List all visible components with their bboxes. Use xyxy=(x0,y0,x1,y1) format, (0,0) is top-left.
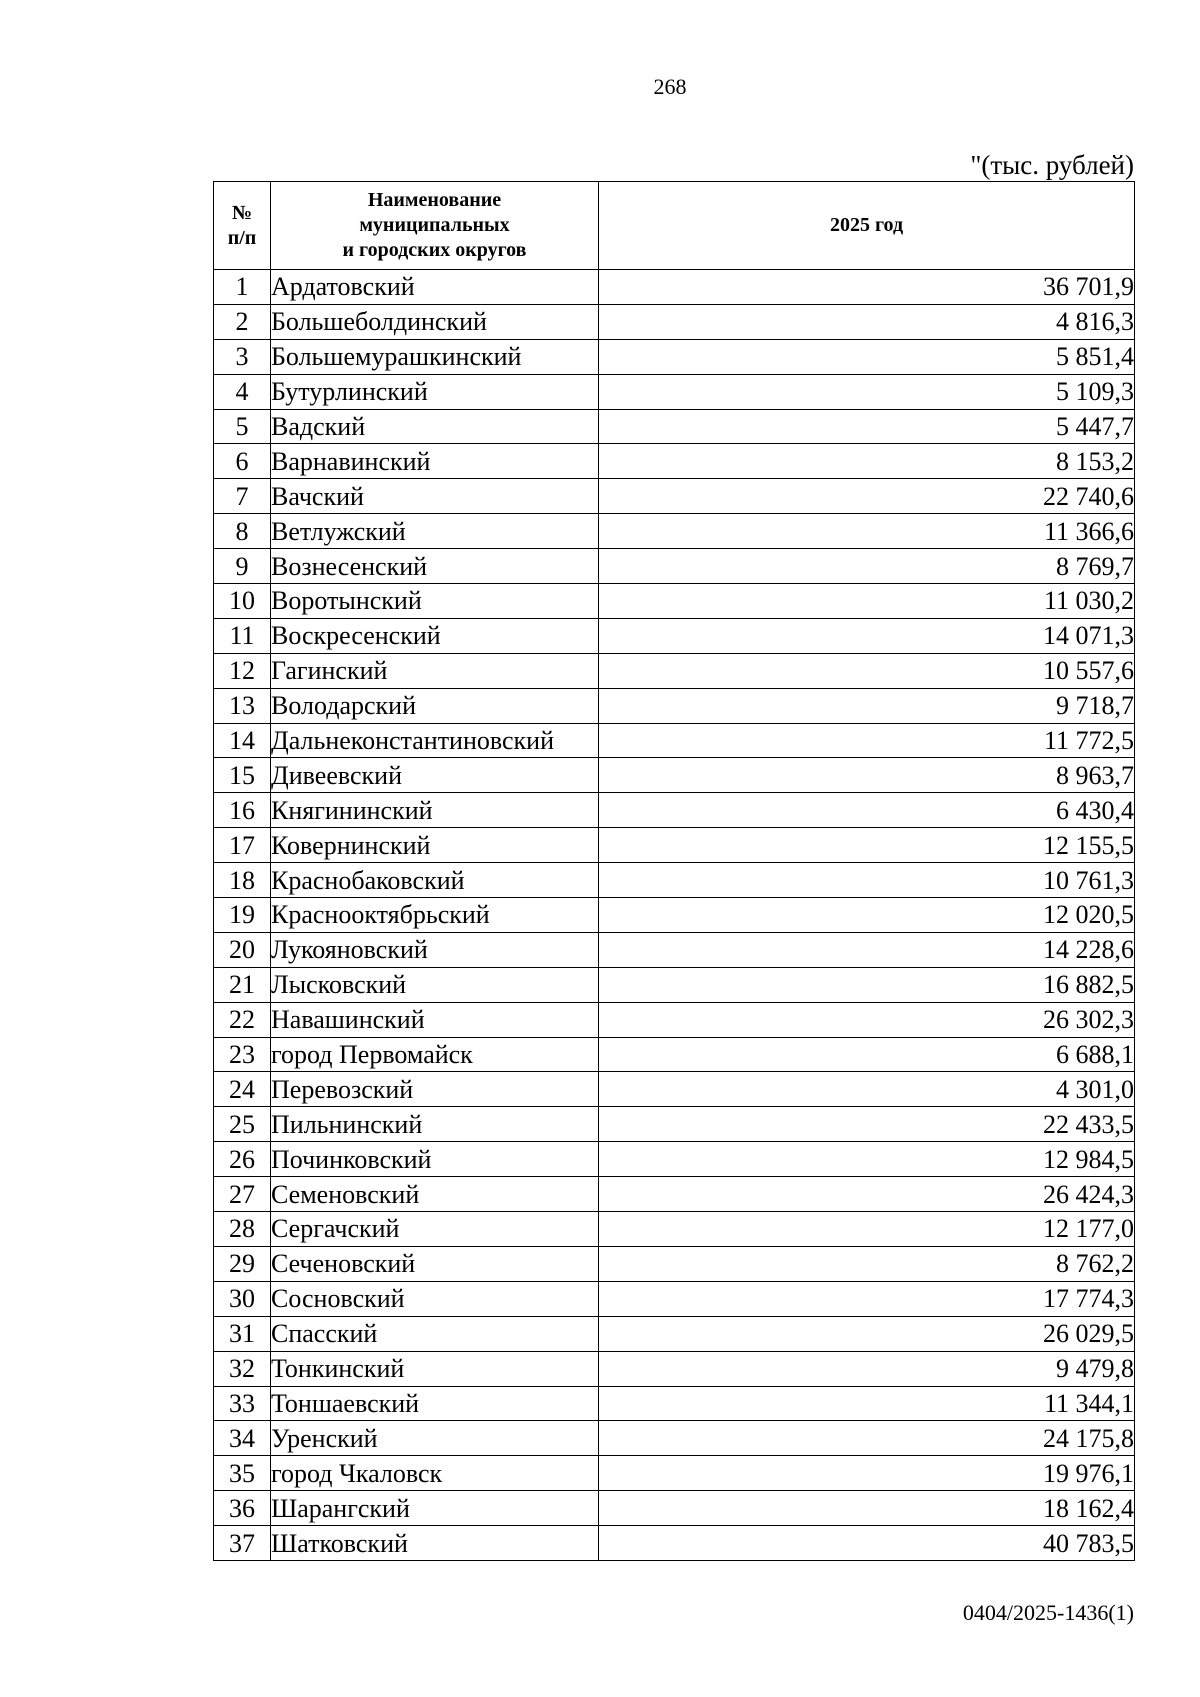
row-value: 17 774,3 xyxy=(599,1281,1135,1316)
table-row xyxy=(214,270,1135,305)
row-value: 40 783,5 xyxy=(599,1526,1135,1561)
row-name: город Чкаловск xyxy=(271,1456,599,1491)
row-number: 35 xyxy=(214,1456,271,1491)
table-row xyxy=(214,444,1135,479)
row-value: 11 344,1 xyxy=(599,1386,1135,1421)
table-row xyxy=(214,758,1135,793)
row-name: Воскресенский xyxy=(271,618,599,653)
row-number: 26 xyxy=(214,1142,271,1177)
table-row xyxy=(214,1386,1135,1421)
row-number: 28 xyxy=(214,1212,271,1247)
table-row xyxy=(214,339,1135,374)
table-row xyxy=(214,1316,1135,1351)
table-row xyxy=(214,1421,1135,1456)
row-value: 11 772,5 xyxy=(599,723,1135,758)
row-number: 16 xyxy=(214,793,271,828)
row-number: 29 xyxy=(214,1246,271,1281)
table-row xyxy=(214,549,1135,584)
row-name: Большемурашкинский xyxy=(271,339,599,374)
row-name: город Первомайск xyxy=(271,1037,599,1072)
row-value: 10 557,6 xyxy=(599,653,1135,688)
row-value: 6 430,4 xyxy=(599,793,1135,828)
row-name: Дивеевский xyxy=(271,758,599,793)
row-number: 10 xyxy=(214,584,271,619)
row-value: 11 030,2 xyxy=(599,584,1135,619)
row-number: 15 xyxy=(214,758,271,793)
row-name: Лукояновский xyxy=(271,932,599,967)
table-header-row xyxy=(214,182,1135,270)
row-value: 14 071,3 xyxy=(599,618,1135,653)
row-number: 13 xyxy=(214,688,271,723)
header-name-line: и городских округов xyxy=(342,239,527,261)
row-value: 26 302,3 xyxy=(599,1002,1135,1037)
row-name: Ардатовский xyxy=(271,270,599,305)
table-row xyxy=(214,1177,1135,1212)
row-name: Тонкинский xyxy=(271,1351,599,1386)
row-number: 7 xyxy=(214,479,271,514)
row-value: 18 162,4 xyxy=(599,1491,1135,1526)
row-number: 18 xyxy=(214,863,271,898)
row-number: 36 xyxy=(214,1491,271,1526)
row-number: 6 xyxy=(214,444,271,479)
table-row xyxy=(214,1002,1135,1037)
table-row xyxy=(214,1491,1135,1526)
row-number: 19 xyxy=(214,898,271,933)
table-row xyxy=(214,584,1135,619)
row-name: Краснобаковский xyxy=(271,863,599,898)
row-name: Перевозский xyxy=(271,1072,599,1107)
table-row xyxy=(214,1072,1135,1107)
row-number: 5 xyxy=(214,409,271,444)
table-row xyxy=(214,793,1135,828)
table-row xyxy=(214,1281,1135,1316)
table-row xyxy=(214,409,1135,444)
header-year: 2025 год xyxy=(599,182,1135,270)
row-name: Варнавинский xyxy=(271,444,599,479)
row-value: 14 228,6 xyxy=(599,932,1135,967)
row-number: 3 xyxy=(214,339,271,374)
row-name: Лысковский xyxy=(271,967,599,1002)
row-value: 12 984,5 xyxy=(599,1142,1135,1177)
row-value: 11 366,6 xyxy=(599,514,1135,549)
row-value: 26 424,3 xyxy=(599,1177,1135,1212)
row-name: Княгининский xyxy=(271,793,599,828)
row-name: Тоншаевский xyxy=(271,1386,599,1421)
row-name: Шарангский xyxy=(271,1491,599,1526)
table-row xyxy=(214,479,1135,514)
document-code: 0404/2025-1436(1) xyxy=(962,1600,1134,1625)
row-name: Сосновский xyxy=(271,1281,599,1316)
row-number: 21 xyxy=(214,967,271,1002)
table-row xyxy=(214,1107,1135,1142)
row-name: Вадский xyxy=(271,409,599,444)
budget-table xyxy=(213,181,1135,1561)
row-name: Шатковский xyxy=(271,1526,599,1561)
table-row xyxy=(214,967,1135,1002)
row-number: 32 xyxy=(214,1351,271,1386)
table-row xyxy=(214,723,1135,758)
row-name: Починковский xyxy=(271,1142,599,1177)
row-value: 5 109,3 xyxy=(599,374,1135,409)
row-number: 30 xyxy=(214,1281,271,1316)
header-name xyxy=(271,182,599,270)
row-name: Сеченовский xyxy=(271,1246,599,1281)
row-name: Володарский xyxy=(271,688,599,723)
row-number: 2 xyxy=(214,304,271,339)
row-value: 36 701,9 xyxy=(599,270,1135,305)
row-value: 8 762,2 xyxy=(599,1246,1135,1281)
row-number: 8 xyxy=(214,514,271,549)
table-row xyxy=(214,898,1135,933)
row-value: 24 175,8 xyxy=(599,1421,1135,1456)
row-value: 5 447,7 xyxy=(599,409,1135,444)
row-name: Сергачский xyxy=(271,1212,599,1247)
row-name: Гагинский xyxy=(271,653,599,688)
row-number: 31 xyxy=(214,1316,271,1351)
row-value: 16 882,5 xyxy=(599,967,1135,1002)
row-name: Вознесенский xyxy=(271,549,599,584)
row-number: 24 xyxy=(214,1072,271,1107)
table-row xyxy=(214,374,1135,409)
header-number-line: № xyxy=(231,201,253,224)
row-value: 10 761,3 xyxy=(599,863,1135,898)
row-name: Бутурлинский xyxy=(271,374,599,409)
row-number: 11 xyxy=(214,618,271,653)
table-row xyxy=(214,514,1135,549)
row-number: 9 xyxy=(214,549,271,584)
row-name: Воротынский xyxy=(271,584,599,619)
table-row xyxy=(214,653,1135,688)
header-name-line: муниципальных xyxy=(359,214,510,236)
row-number: 23 xyxy=(214,1037,271,1072)
row-value: 6 688,1 xyxy=(599,1037,1135,1072)
row-number: 33 xyxy=(214,1386,271,1421)
row-name: Большеболдинский xyxy=(271,304,599,339)
row-value: 9 479,8 xyxy=(599,1351,1135,1386)
row-name: Пильнинский xyxy=(271,1107,599,1142)
table-row xyxy=(214,863,1135,898)
table-row xyxy=(214,1212,1135,1247)
row-name: Навашинский xyxy=(271,1002,599,1037)
header-number xyxy=(214,182,271,270)
header-number-line: п/п xyxy=(227,226,257,249)
row-value: 19 976,1 xyxy=(599,1456,1135,1491)
row-name: Ковернинский xyxy=(271,828,599,863)
row-value: 22 740,6 xyxy=(599,479,1135,514)
table-row xyxy=(214,1246,1135,1281)
header-name-line: Наименование xyxy=(367,189,502,211)
row-value: 12 155,5 xyxy=(599,828,1135,863)
row-number: 25 xyxy=(214,1107,271,1142)
table-row xyxy=(214,618,1135,653)
table-row xyxy=(214,688,1135,723)
page-number: 268 xyxy=(653,74,687,99)
row-number: 17 xyxy=(214,828,271,863)
table-row xyxy=(214,1142,1135,1177)
row-number: 1 xyxy=(214,270,271,305)
row-number: 12 xyxy=(214,653,271,688)
table-row xyxy=(214,1456,1135,1491)
row-name: Дальнеконстантиновский xyxy=(271,723,599,758)
row-value: 12 177,0 xyxy=(599,1212,1135,1247)
row-value: 4 301,0 xyxy=(599,1072,1135,1107)
row-name: Спасский xyxy=(271,1316,599,1351)
table-row xyxy=(214,304,1135,339)
row-number: 27 xyxy=(214,1177,271,1212)
row-name: Вачский xyxy=(271,479,599,514)
row-value: 8 769,7 xyxy=(599,549,1135,584)
row-value: 8 963,7 xyxy=(599,758,1135,793)
row-number: 4 xyxy=(214,374,271,409)
row-value: 22 433,5 xyxy=(599,1107,1135,1142)
row-name: Уренский xyxy=(271,1421,599,1456)
row-value: 9 718,7 xyxy=(599,688,1135,723)
row-value: 8 153,2 xyxy=(599,444,1135,479)
units-note: "(тыс. рублей) xyxy=(970,150,1134,180)
row-value: 4 816,3 xyxy=(599,304,1135,339)
table-row xyxy=(214,1037,1135,1072)
row-number: 14 xyxy=(214,723,271,758)
table-row xyxy=(214,932,1135,967)
row-number: 34 xyxy=(214,1421,271,1456)
table-row xyxy=(214,828,1135,863)
row-number: 22 xyxy=(214,1002,271,1037)
row-name: Краснооктябрьский xyxy=(271,898,599,933)
row-number: 37 xyxy=(214,1526,271,1561)
row-value: 26 029,5 xyxy=(599,1316,1135,1351)
row-name: Ветлужский xyxy=(271,514,599,549)
row-value: 12 020,5 xyxy=(599,898,1135,933)
row-value: 5 851,4 xyxy=(599,339,1135,374)
table-row xyxy=(214,1526,1135,1561)
row-number: 20 xyxy=(214,932,271,967)
table-row xyxy=(214,1351,1135,1386)
row-name: Семеновский xyxy=(271,1177,599,1212)
